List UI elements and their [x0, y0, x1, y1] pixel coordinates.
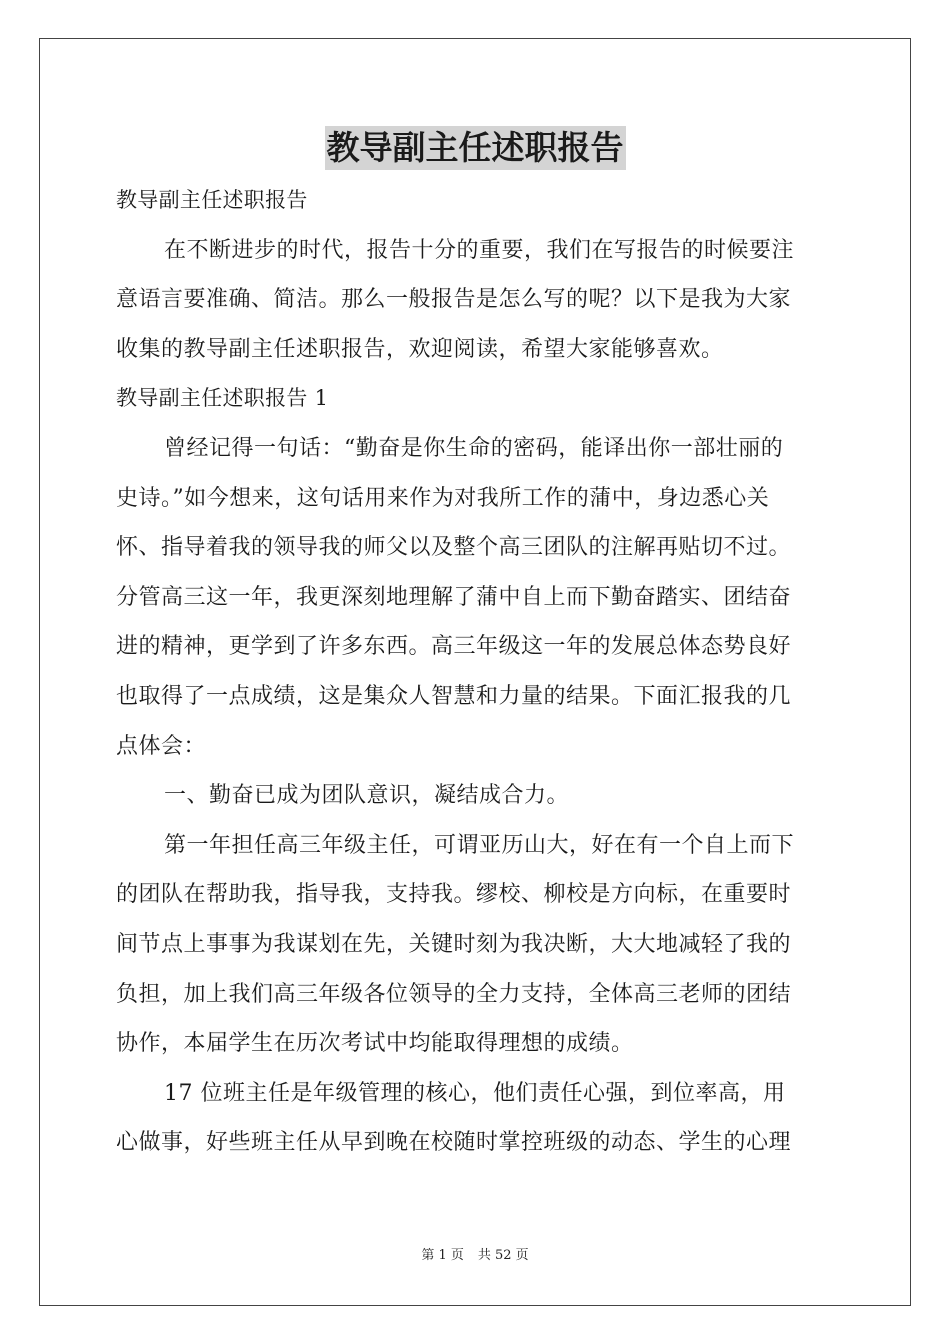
text-line: 17 位班主任是年级管理的核心，他们责任心强，到位率高，用 [164, 1080, 786, 1106]
text-line: 意语言要准确、简洁。那么一般报告是怎么写的呢？以下是我为大家 [116, 287, 792, 313]
text-line: 心做事，好些班主任从早到晚在校随时掌控班级的动态、学生的心理 [116, 1130, 792, 1156]
text-line: 收集的教导副主任述职报告，欢迎阅读，希望大家能够喜欢。 [116, 336, 724, 362]
text-line: 曾经记得一句话：“勤奋是你生命的密码，能译出你一部壮丽的 [164, 435, 784, 461]
text-line: 间节点上事事为我谋划在先，关键时刻为我决断，大大地减轻了我的 [116, 931, 792, 957]
text-line: 怀、指导着我的领导我的师父以及整个高三团队的注解再贴切不过。 [116, 535, 792, 561]
title-container [0, 126, 950, 170]
text-line: 史诗。”如今想来，这句话用来作为对我所工作的蒲中，身边悉心关 [116, 485, 770, 511]
page-footer [0, 1246, 950, 1266]
text-line: 负担，加上我们高三年级各位领导的全力支持，全体高三老师的团结 [116, 981, 792, 1007]
text-line: 进的精神，更学到了许多东西。高三年级这一年的发展总体态势良好 [116, 634, 792, 660]
document-title: 教导副主任述职报告 [325, 126, 626, 170]
text-line: 分管高三这一年，我更深刻地理解了蒲中自上而下勤奋踏实、团结奋 [116, 584, 792, 610]
section-heading: 教导副主任述职报告 [116, 188, 308, 212]
document-body [116, 176, 834, 1168]
text-line: 第一年担任高三年级主任，可谓亚历山大，好在有一个自上而下 [164, 832, 795, 858]
section-heading: 教导副主任述职报告 1 [116, 386, 329, 411]
page-total: 共 52 页 [477, 1248, 529, 1263]
text-line: 在不断进步的时代，报告十分的重要，我们在写报告的时候要注 [164, 237, 795, 263]
text-line: 也取得了一点成绩，这是集众人智慧和力量的结果。下面汇报我的几 [116, 683, 792, 709]
text-line: 协作，本届学生在历次考试中均能取得理想的成绩。 [116, 1031, 634, 1057]
text-line: 点体会： [116, 733, 207, 759]
text-line: 一、勤奋已成为团队意识，凝结成合力。 [164, 783, 570, 809]
text-line: 的团队在帮助我，指导我，支持我。缪校、柳校是方向标，在重要时 [116, 882, 792, 908]
page-number: 第 1 页 [421, 1248, 464, 1263]
